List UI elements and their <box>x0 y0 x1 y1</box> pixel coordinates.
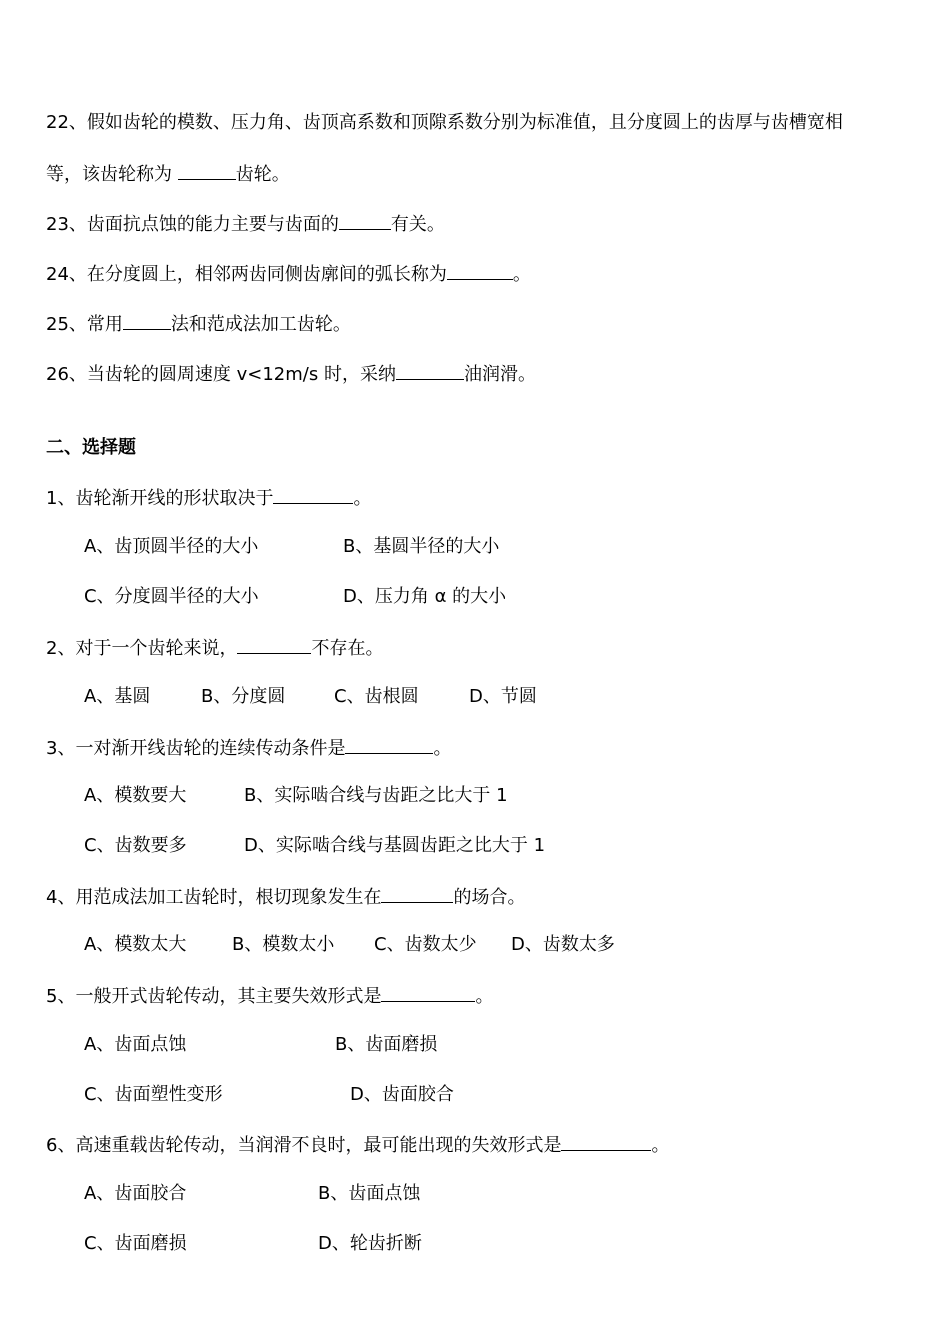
q1-option-a[interactable]: A、齿顶圆半径的大小 <box>84 536 259 557</box>
q5-option-c[interactable]: C、齿面塑性变形 <box>84 1084 223 1105</box>
question-22-text: 22、假如齿轮的模数、压力角、齿顶高系数和顶隙系数分别为标准值，且分度圆上的齿厚与齿槽宽相 <box>46 112 843 133</box>
q4-option-a[interactable]: A、模数太大 <box>84 934 187 955</box>
q6-option-b[interactable]: B、齿面点蚀 <box>318 1183 421 1204</box>
answer-blank[interactable] <box>273 485 353 504</box>
question-26 <box>46 361 536 387</box>
mc-question-3-stem: 3、一对渐开线齿轮的连续传动条件是 <box>46 738 346 759</box>
mc-question-3-end: 。 <box>433 738 452 759</box>
mc-question-4-end: 的场合。 <box>453 887 526 908</box>
q5-option-a[interactable]: A、齿面点蚀 <box>84 1034 187 1055</box>
question-24-text: 24、在分度圆上，相邻两齿同侧齿廓间的弧长称为 <box>46 264 447 285</box>
q4-option-d[interactable]: D、齿数太多 <box>511 934 615 955</box>
question-26-suffix: 油润滑。 <box>463 364 536 385</box>
question-23-suffix: 有关。 <box>390 214 445 235</box>
answer-blank[interactable] <box>345 735 433 754</box>
answer-blank[interactable] <box>561 1132 651 1151</box>
mc-question-1-stem: 1、齿轮渐开线的形状取决于 <box>46 488 274 509</box>
question-26-text: 26、当齿轮的圆周速度 v<12m/s 时，采纳 <box>46 364 396 385</box>
q5-option-d[interactable]: D、齿面胶合 <box>350 1084 454 1105</box>
mc-question-4 <box>46 884 525 910</box>
q1-option-d[interactable]: D、压力角 α 的大小 <box>343 586 507 607</box>
question-25 <box>46 311 351 337</box>
mc-question-5-end: 。 <box>475 986 494 1007</box>
q6-option-c[interactable]: C、齿面磨损 <box>84 1233 187 1254</box>
mc-question-2-stem: 2、对于一个齿轮来说， <box>46 638 238 659</box>
question-25-text: 25、常用 <box>46 314 123 335</box>
question-24 <box>46 261 531 287</box>
mc-question-5 <box>46 983 493 1009</box>
q3-option-c[interactable]: C、齿数要多 <box>84 835 187 856</box>
mc-question-6-stem: 6、高速重载齿轮传动，当润滑不良时，最可能出现的失效形式是 <box>46 1135 562 1156</box>
q2-option-b[interactable]: B、分度圆 <box>201 686 286 707</box>
question-24-suffix: 。 <box>512 264 531 285</box>
q2-option-a[interactable]: A、基圆 <box>84 686 151 707</box>
q4-option-c[interactable]: C、齿数太少 <box>374 934 477 955</box>
q3-option-a[interactable]: A、模数要大 <box>84 785 187 806</box>
q5-option-b[interactable]: B、齿面磨损 <box>335 1034 438 1055</box>
mc-question-2 <box>46 635 383 661</box>
answer-blank[interactable] <box>178 161 236 180</box>
q2-option-d[interactable]: D、节圆 <box>469 686 537 707</box>
answer-blank[interactable] <box>381 884 453 903</box>
mc-question-1 <box>46 485 371 511</box>
answer-blank[interactable] <box>381 983 475 1002</box>
question-22-line-2 <box>46 161 290 187</box>
question-23 <box>46 211 445 237</box>
mc-question-6-end: 。 <box>651 1135 670 1156</box>
q1-option-c[interactable]: C、分度圆半径的大小 <box>84 586 259 607</box>
mc-question-6 <box>46 1132 669 1158</box>
question-22-text-cont: 等，该齿轮称为 <box>46 164 178 185</box>
q1-option-b[interactable]: B、基圆半径的大小 <box>343 536 500 557</box>
mc-question-3 <box>46 735 451 761</box>
mc-question-2-end: 不存在。 <box>311 638 384 659</box>
q4-option-b[interactable]: B、模数太小 <box>232 934 335 955</box>
question-22-suffix: 齿轮。 <box>235 164 290 185</box>
mc-question-5-stem: 5、一般开式齿轮传动，其主要失效形式是 <box>46 986 382 1007</box>
answer-blank[interactable] <box>396 361 464 380</box>
q6-option-a[interactable]: A、齿面胶合 <box>84 1183 187 1204</box>
q2-option-c[interactable]: C、齿根圆 <box>334 686 419 707</box>
q3-option-b[interactable]: B、实际啮合线与齿距之比大于 1 <box>244 785 508 806</box>
question-22-line-1 <box>46 111 843 135</box>
mc-question-4-stem: 4、用范成法加工齿轮时，根切现象发生在 <box>46 887 382 908</box>
mc-question-1-end: 。 <box>353 488 372 509</box>
q6-option-d[interactable]: D、轮齿折断 <box>318 1233 422 1254</box>
answer-blank[interactable] <box>123 311 171 330</box>
answer-blank[interactable] <box>237 635 311 654</box>
question-25-suffix: 法和范成法加工齿轮。 <box>170 314 351 335</box>
q3-option-d[interactable]: D、实际啮合线与基圆齿距之比大于 1 <box>244 835 546 856</box>
answer-blank[interactable] <box>339 211 391 230</box>
question-23-text: 23、齿面抗点蚀的能力主要与齿面的 <box>46 214 339 235</box>
answer-blank[interactable] <box>447 261 513 280</box>
section-heading: 二、选择题 <box>46 437 136 458</box>
